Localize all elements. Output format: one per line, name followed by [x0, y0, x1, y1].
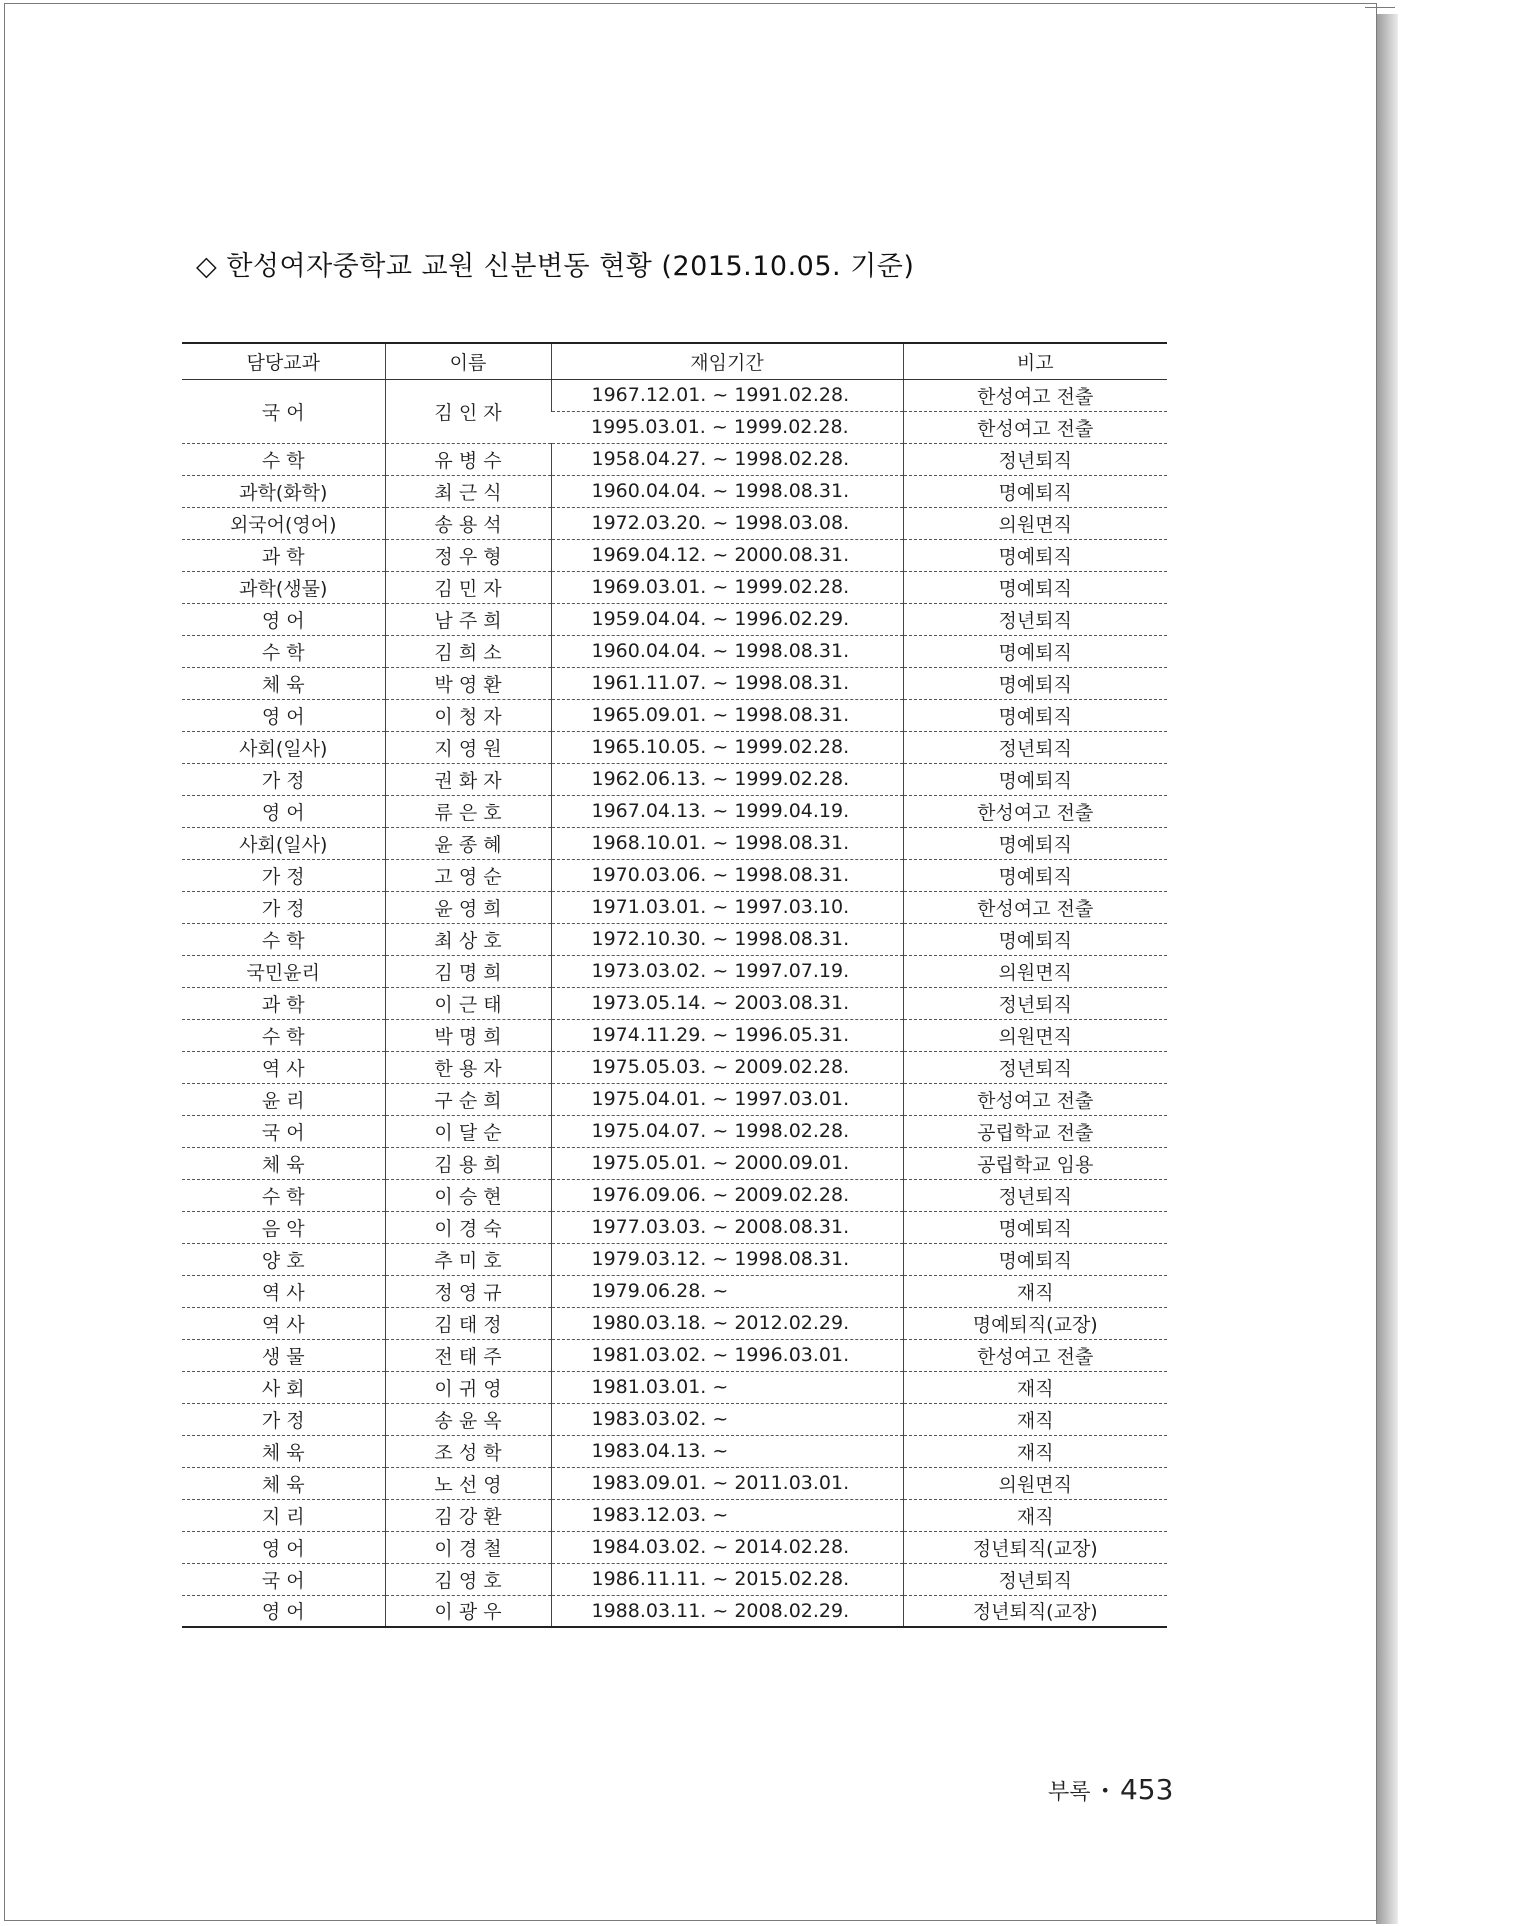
- cell-period: 1973.03.02. ~ 1997.07.19.: [551, 955, 903, 987]
- cell-period: 1981.03.02. ~ 1996.03.01.: [551, 1339, 903, 1371]
- cell-period: 1984.03.02. ~ 2014.02.28.: [551, 1531, 903, 1563]
- cell-period: 1960.04.04. ~ 1998.08.31.: [551, 475, 903, 507]
- cell-note: 명예퇴직: [903, 475, 1167, 507]
- cell-note: 정년퇴직: [903, 443, 1167, 475]
- cell-subject: 외국어(영어): [182, 507, 385, 539]
- cell-subject: 지 리: [182, 1499, 385, 1531]
- cell-period: 1969.03.01. ~ 1999.02.28.: [551, 571, 903, 603]
- cell-name: 정 영 규: [385, 1275, 551, 1307]
- header-period: 재임기간: [551, 343, 903, 379]
- cell-note: 정년퇴직: [903, 731, 1167, 763]
- cell-note: 정년퇴직(교장): [903, 1531, 1167, 1563]
- cell-name: 조 성 학: [385, 1435, 551, 1467]
- cell-note: 정년퇴직: [903, 1051, 1167, 1083]
- cell-name: 윤 영 희: [385, 891, 551, 923]
- cell-subject: 가 정: [182, 859, 385, 891]
- cell-name: 김 희 소: [385, 635, 551, 667]
- cell-period: 1975.04.01. ~ 1997.03.01.: [551, 1083, 903, 1115]
- cell-period: 1983.03.02. ~: [551, 1403, 903, 1435]
- cell-subject: 영 어: [182, 603, 385, 635]
- table-row: [182, 603, 1167, 635]
- cell-note: 한성여고 전출: [903, 1339, 1167, 1371]
- cell-subject: 윤 리: [182, 1083, 385, 1115]
- cell-note: 한성여고 전출: [903, 795, 1167, 827]
- table-row: [182, 891, 1167, 923]
- cell-period: 1965.10.05. ~ 1999.02.28.: [551, 731, 903, 763]
- table-row: [182, 923, 1167, 955]
- cell-subject: 과 학: [182, 539, 385, 571]
- cell-note: 재직: [903, 1403, 1167, 1435]
- cell-note: 한성여고 전출: [903, 379, 1167, 411]
- header-name: 이름: [385, 343, 551, 379]
- cell-subject: 영 어: [182, 699, 385, 731]
- cell-note: 명예퇴직: [903, 763, 1167, 795]
- cell-note: 재직: [903, 1371, 1167, 1403]
- cell-note: 의원면직: [903, 1019, 1167, 1051]
- cell-note: 재직: [903, 1275, 1167, 1307]
- cell-subject: 사 회: [182, 1371, 385, 1403]
- cell-note: 명예퇴직: [903, 635, 1167, 667]
- cell-name: 최 근 식: [385, 475, 551, 507]
- cell-note: 정년퇴직: [903, 1179, 1167, 1211]
- table-row: [182, 635, 1167, 667]
- table-row: [182, 1563, 1167, 1595]
- cell-subject: 과학(생물): [182, 571, 385, 603]
- page-edge-shadow: [1376, 14, 1398, 1924]
- table-row: [182, 571, 1167, 603]
- cell-subject: 체 육: [182, 1467, 385, 1499]
- cell-name: 박 명 희: [385, 1019, 551, 1051]
- table-row: [182, 1339, 1167, 1371]
- table-row: [182, 987, 1167, 1019]
- cell-subject: 체 육: [182, 667, 385, 699]
- cell-name: 김 영 호: [385, 1563, 551, 1595]
- header-note: 비고: [903, 343, 1167, 379]
- cell-name: 이 달 순: [385, 1115, 551, 1147]
- cell-subject: 음 악: [182, 1211, 385, 1243]
- cell-period: 1975.05.01. ~ 2000.09.01.: [551, 1147, 903, 1179]
- cell-period: 1988.03.11. ~ 2008.02.29.: [551, 1595, 903, 1627]
- cell-subject: 양 호: [182, 1243, 385, 1275]
- table-row: [182, 955, 1167, 987]
- cell-period: 1969.04.12. ~ 2000.08.31.: [551, 539, 903, 571]
- cell-name: 송 용 석: [385, 507, 551, 539]
- table-row: [182, 1115, 1167, 1147]
- table-header-row: [182, 343, 1167, 379]
- table-row: [182, 1275, 1167, 1307]
- cell-name: 이 경 철: [385, 1531, 551, 1563]
- cell-subject: 영 어: [182, 1531, 385, 1563]
- cell-name: 전 태 주: [385, 1339, 551, 1371]
- table-row: [182, 539, 1167, 571]
- table-row: [182, 731, 1167, 763]
- cell-name: 남 주 희: [385, 603, 551, 635]
- cell-period: 1979.03.12. ~ 1998.08.31.: [551, 1243, 903, 1275]
- table-row: [182, 667, 1167, 699]
- cell-note: 정년퇴직: [903, 987, 1167, 1019]
- table-row: [182, 763, 1167, 795]
- cell-subject: 과학(화학): [182, 475, 385, 507]
- cell-subject: 체 육: [182, 1435, 385, 1467]
- cell-subject: 과 학: [182, 987, 385, 1019]
- cell-subject: 역 사: [182, 1051, 385, 1083]
- cell-period: 1970.03.06. ~ 1998.08.31.: [551, 859, 903, 891]
- cell-name: 이 승 현: [385, 1179, 551, 1211]
- table-row: [182, 379, 1167, 411]
- cell-name: 권 화 자: [385, 763, 551, 795]
- cell-note: 한성여고 전출: [903, 891, 1167, 923]
- cell-period: 1972.03.20. ~ 1998.03.08.: [551, 507, 903, 539]
- cell-note: 명예퇴직: [903, 923, 1167, 955]
- cell-name: 유 병 수: [385, 443, 551, 475]
- table-row: [182, 1019, 1167, 1051]
- cell-period: 1986.11.11. ~ 2015.02.28.: [551, 1563, 903, 1595]
- cell-name: 김 명 희: [385, 955, 551, 987]
- cell-subject: 국 어: [182, 379, 385, 443]
- table-row: [182, 1243, 1167, 1275]
- cell-name: 이 청 자: [385, 699, 551, 731]
- table-row: [182, 1595, 1167, 1627]
- cell-period: 1967.04.13. ~ 1999.04.19.: [551, 795, 903, 827]
- cell-period: 1975.05.03. ~ 2009.02.28.: [551, 1051, 903, 1083]
- cell-period: 1995.03.01. ~ 1999.02.28.: [551, 411, 903, 443]
- cell-note: 명예퇴직(교장): [903, 1307, 1167, 1339]
- cell-period: 1962.06.13. ~ 1999.02.28.: [551, 763, 903, 795]
- cell-subject: 역 사: [182, 1307, 385, 1339]
- table-row: [182, 507, 1167, 539]
- page-corner: [1365, 7, 1395, 28]
- cell-subject: 체 육: [182, 1147, 385, 1179]
- cell-subject: 수 학: [182, 443, 385, 475]
- page-title: ◇ 한성여자중학교 교원 신분변동 현황 (2015.10.05. 기준): [196, 251, 915, 282]
- cell-note: 명예퇴직: [903, 827, 1167, 859]
- cell-period: 1983.12.03. ~: [551, 1499, 903, 1531]
- cell-note: 명예퇴직: [903, 571, 1167, 603]
- cell-note: 정년퇴직: [903, 603, 1167, 635]
- cell-note: 정년퇴직: [903, 1563, 1167, 1595]
- table-row: [182, 1211, 1167, 1243]
- cell-name: 김 강 환: [385, 1499, 551, 1531]
- cell-name: 김 태 정: [385, 1307, 551, 1339]
- cell-period: 1981.03.01. ~: [551, 1371, 903, 1403]
- cell-name: 추 미 호: [385, 1243, 551, 1275]
- cell-name: 이 광 우: [385, 1595, 551, 1627]
- cell-subject: 가 정: [182, 763, 385, 795]
- cell-note: 명예퇴직: [903, 539, 1167, 571]
- cell-subject: 역 사: [182, 1275, 385, 1307]
- cell-name: 최 상 호: [385, 923, 551, 955]
- cell-subject: 사회(일사): [182, 731, 385, 763]
- cell-name: 노 선 영: [385, 1467, 551, 1499]
- table-row: [182, 1403, 1167, 1435]
- cell-note: 명예퇴직: [903, 667, 1167, 699]
- table-row: [182, 1083, 1167, 1115]
- cell-period: 1967.12.01. ~ 1991.02.28.: [551, 379, 903, 411]
- table-row: [182, 1051, 1167, 1083]
- cell-subject: 수 학: [182, 1179, 385, 1211]
- teacher-status-table: [182, 342, 1167, 1628]
- cell-period: 1977.03.03. ~ 2008.08.31.: [551, 1211, 903, 1243]
- cell-name: 이 근 태: [385, 987, 551, 1019]
- cell-name: 한 용 자: [385, 1051, 551, 1083]
- table-row: [182, 795, 1167, 827]
- cell-note: 명예퇴직: [903, 859, 1167, 891]
- cell-note: 의원면직: [903, 507, 1167, 539]
- cell-name: 윤 종 혜: [385, 827, 551, 859]
- cell-period: 1961.11.07. ~ 1998.08.31.: [551, 667, 903, 699]
- cell-period: 1965.09.01. ~ 1998.08.31.: [551, 699, 903, 731]
- header-subject: 담당교과: [182, 343, 385, 379]
- cell-name: 정 우 형: [385, 539, 551, 571]
- cell-note: 의원면직: [903, 955, 1167, 987]
- cell-subject: 국 어: [182, 1115, 385, 1147]
- table-row: [182, 1531, 1167, 1563]
- cell-period: 1958.04.27. ~ 1998.02.28.: [551, 443, 903, 475]
- page-number: 453: [1119, 1773, 1174, 1806]
- table-row: [182, 1307, 1167, 1339]
- table-row: [182, 1147, 1167, 1179]
- table-row: [182, 1467, 1167, 1499]
- table-row: [182, 1179, 1167, 1211]
- cell-subject: 생 물: [182, 1339, 385, 1371]
- cell-note: 의원면직: [903, 1467, 1167, 1499]
- cell-note: 재직: [903, 1499, 1167, 1531]
- cell-period: 1974.11.29. ~ 1996.05.31.: [551, 1019, 903, 1051]
- cell-period: 1975.04.07. ~ 1998.02.28.: [551, 1115, 903, 1147]
- cell-name: 이 경 숙: [385, 1211, 551, 1243]
- cell-name: 류 은 호: [385, 795, 551, 827]
- cell-period: 1973.05.14. ~ 2003.08.31.: [551, 987, 903, 1019]
- cell-subject: 수 학: [182, 923, 385, 955]
- cell-name: 지 영 원: [385, 731, 551, 763]
- cell-period: 1983.04.13. ~: [551, 1435, 903, 1467]
- cell-period: 1983.09.01. ~ 2011.03.01.: [551, 1467, 903, 1499]
- cell-name: 김 민 자: [385, 571, 551, 603]
- cell-period: 1972.10.30. ~ 1998.08.31.: [551, 923, 903, 955]
- cell-name: 박 영 환: [385, 667, 551, 699]
- table-row: [182, 699, 1167, 731]
- table-row: [182, 1371, 1167, 1403]
- cell-period: 1960.04.04. ~ 1998.08.31.: [551, 635, 903, 667]
- cell-name: 송 윤 옥: [385, 1403, 551, 1435]
- cell-subject: 국민윤리: [182, 955, 385, 987]
- cell-name: 김 용 희: [385, 1147, 551, 1179]
- cell-period: 1959.04.04. ~ 1996.02.29.: [551, 603, 903, 635]
- footer-section: 부록: [1048, 1780, 1091, 1805]
- page-footer: [1048, 1773, 1173, 1806]
- cell-subject: 영 어: [182, 1595, 385, 1627]
- table-row: [182, 1499, 1167, 1531]
- cell-period: 1979.06.28. ~: [551, 1275, 903, 1307]
- cell-note: 공립학교 임용: [903, 1147, 1167, 1179]
- table-row: [182, 827, 1167, 859]
- cell-note: 명예퇴직: [903, 1243, 1167, 1275]
- cell-name: 고 영 순: [385, 859, 551, 891]
- cell-note: 한성여고 전출: [903, 1083, 1167, 1115]
- cell-period: 1980.03.18. ~ 2012.02.29.: [551, 1307, 903, 1339]
- cell-period: 1976.09.06. ~ 2009.02.28.: [551, 1179, 903, 1211]
- table-row: [182, 475, 1167, 507]
- cell-subject: 가 정: [182, 891, 385, 923]
- cell-note: 재직: [903, 1435, 1167, 1467]
- cell-subject: 수 학: [182, 1019, 385, 1051]
- cell-period: 1968.10.01. ~ 1998.08.31.: [551, 827, 903, 859]
- table-row: [182, 1435, 1167, 1467]
- table-row: [182, 443, 1167, 475]
- cell-note: 정년퇴직(교장): [903, 1595, 1167, 1627]
- cell-subject: 국 어: [182, 1563, 385, 1595]
- cell-note: 명예퇴직: [903, 699, 1167, 731]
- cell-subject: 영 어: [182, 795, 385, 827]
- cell-period: 1971.03.01. ~ 1997.03.10.: [551, 891, 903, 923]
- cell-subject: 사회(일사): [182, 827, 385, 859]
- table-row: [182, 859, 1167, 891]
- cell-note: 공립학교 전출: [903, 1115, 1167, 1147]
- cell-subject: 수 학: [182, 635, 385, 667]
- cell-name: 김 인 자: [385, 379, 551, 443]
- cell-note: 명예퇴직: [903, 1211, 1167, 1243]
- cell-name: 구 순 희: [385, 1083, 551, 1115]
- cell-note: 한성여고 전출: [903, 411, 1167, 443]
- footer-bullet: •: [1100, 1781, 1110, 1800]
- cell-name: 이 귀 영: [385, 1371, 551, 1403]
- cell-subject: 가 정: [182, 1403, 385, 1435]
